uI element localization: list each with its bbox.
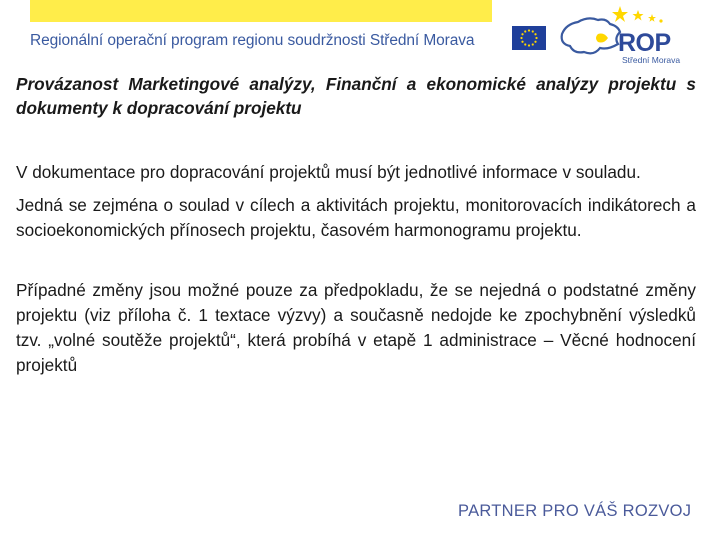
program-title: Regionální operační program regionu soudržnosti Střední Morava	[30, 32, 475, 49]
header-yellow-bar	[30, 0, 492, 22]
paragraph-1: V dokumentace pro dopracování projektů musí být jednotlivé informace v souladu.	[16, 162, 641, 182]
eu-flag-icon	[512, 26, 546, 50]
slide-heading: Provázanost Marketingové analýzy, Finanční a ekonomické analýzy projektu s dokumenty k dopracování projektu	[16, 74, 696, 118]
rop-logo-text: ROP	[618, 29, 671, 57]
rop-logo-subtitle: Střední Morava	[622, 55, 681, 65]
slide-content	[16, 72, 696, 378]
paragraph-3: Případné změny jsou možné pouze za předpokladu, že se nejedná o podstatné změny projektu (viz příloha č. 1 textace výzvy) a současně nedojde ke zpochybnění výsledků tzv. „volné soutěže projektů“, která probíhá v etapě 1 administrace – Věcné hodnocení projektů	[16, 280, 696, 375]
rop-logo	[558, 4, 708, 64]
paragraph-2: Jedná se zejména o soulad v cílech a aktivitách projektu, monitorovacích indikátorech a socioekonomických přínosech projektu, časovém harmonogramu projektu.	[16, 195, 696, 240]
footer-slogan: PARTNER PRO VÁŠ ROZVOJ	[458, 502, 692, 520]
